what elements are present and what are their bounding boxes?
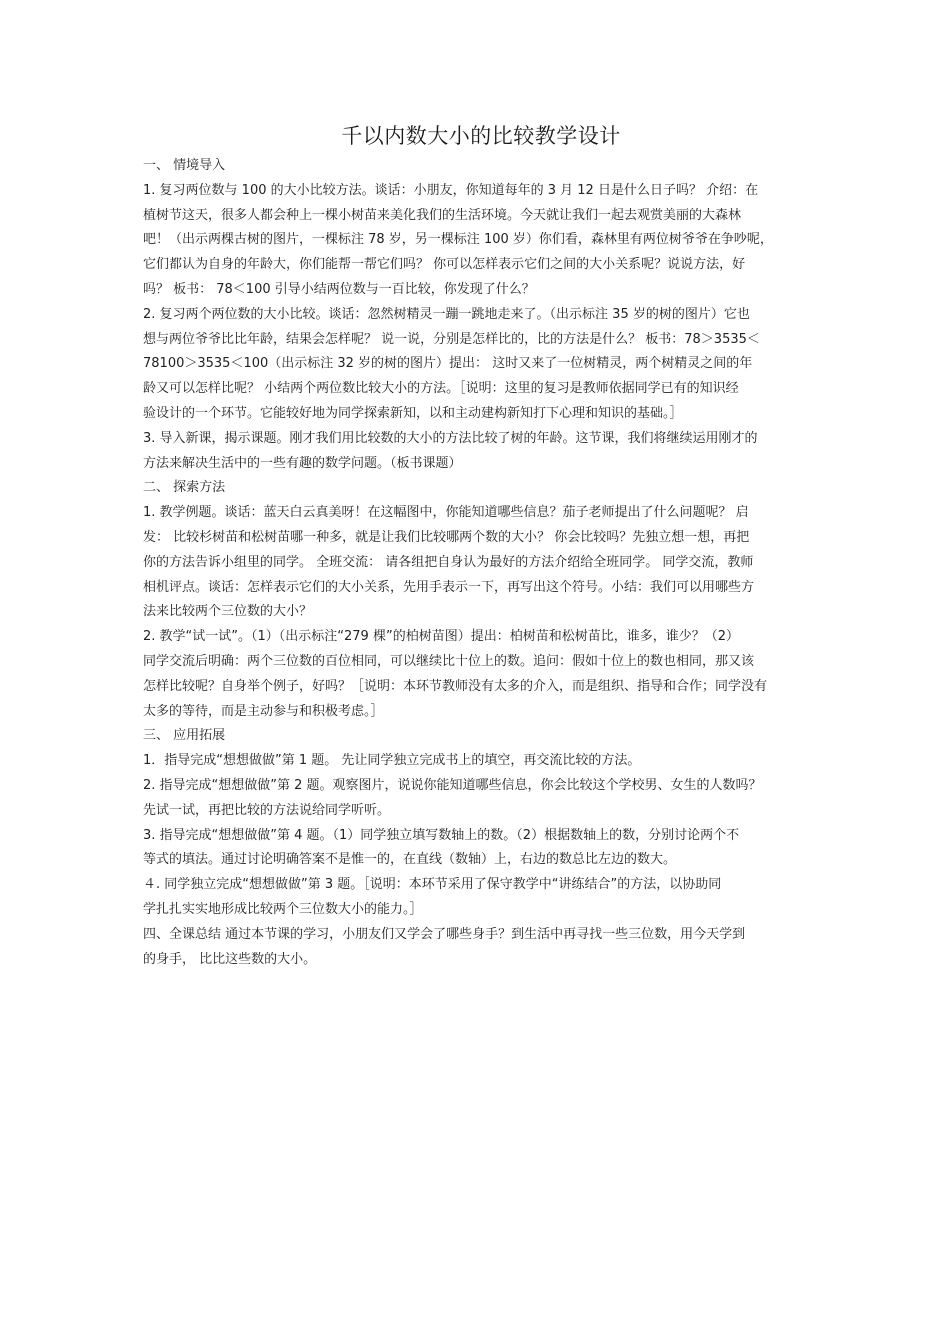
text-line: 先试一试，再把比较的方法说给同学听听。 <box>143 802 391 818</box>
section-2 <box>143 476 819 724</box>
text-line: 学扎扎实实地形成比较两个三位数大小的能力。］ <box>143 901 423 917</box>
text-line: 验设计的一个环节。它能较好地为同学探索新知，以和主动建构新知打下心理和知识的基础。］ <box>143 405 683 421</box>
text-line: ４. 同学独立完成“想想做做”第 3 题。［说明：本环节采用了保守教学中“讲练结合”的方法，以协助同 <box>143 877 722 893</box>
text-line: 吗？ 板书： 78＜100 引导小结两位数与一百比较，你发现了什么？ <box>143 281 535 297</box>
text-line: 发： 比较杉树苗和松树苗哪一种多，就是让我们比较哪两个数的大小？ 你会比较吗？先独立想一想，再把 <box>143 529 750 545</box>
text-line: 相机评点。谈话：怎样表示它们的大小关系，先用手表示一下，再写出这个符号。小结：我们可以用哪些方 <box>143 579 755 595</box>
paragraph <box>143 427 819 477</box>
text-line: 它们都认为自身的年龄大，你们能帮一帮它们吗？ 你可以怎样表示它们之间的大小关系呢？说说方法，好 <box>143 257 746 273</box>
text-line: 3. 指导完成“想想做做”第 4 题。（1）同学独立填写数轴上的数。（2）根据数轴上的数，分别讨论两个不 <box>143 827 740 843</box>
text-line: 1．指导完成“想想做做”第 1 题。 先让同学独立完成书上的填空，再交流比较的方法。 <box>143 753 641 769</box>
text-line: 方法来解决生活中的一些有趣的数学问题。（板书课题） <box>143 455 462 471</box>
paragraph <box>143 501 819 625</box>
text-line: 龄又可以怎样比呢？ 小结两个两位数比较大小的方法。［说明：这里的复习是教师依据同学已有的知识经 <box>143 381 739 397</box>
paragraph <box>143 625 819 724</box>
text-line: 太多的等待，而是主动参与和积极考虑。］ <box>143 703 384 719</box>
document-title: 千以内数大小的比较教学设计 <box>341 124 621 148</box>
text-line: 等式的填法。通过讨论明确答案不是惟一的，在直线（数轴）上，右边的数总比左边的数大。 <box>143 852 677 868</box>
text-line: 2. 指导完成“想想做做”第 2 题。观察图片，说说你能知道哪些信息，你会比较这个学校男、女生的人数吗？ <box>143 777 762 793</box>
text-line: 的身手， 比比这些数的大小。 <box>143 951 317 967</box>
document-page <box>143 118 819 972</box>
text-line: 1. 复习两位数与 100 的大小比较方法。谈话：小朋友，你知道每年的 3 月 12 日是什么日子吗？ 介绍：在 <box>143 182 759 198</box>
section-3 <box>143 724 819 972</box>
section-heading: 二、 探索方法 <box>143 480 226 496</box>
section-1 <box>143 154 819 476</box>
text-line: 四、全课总结 通过本节课的学习，小朋友们又学会了哪些身手？到生活中再寻找一些三位数，用今天学到 <box>143 926 746 942</box>
paragraph <box>143 923 819 973</box>
text-line: 3. 导入新课，揭示课题。刚才我们用比较数的大小的方法比较了树的年龄。这节课，我们将继续运用刚才的 <box>143 430 758 446</box>
paragraph <box>143 179 819 303</box>
text-line: 2. 复习两个两位数的大小比较。谈话：忽然树精灵一蹦一跳地走来了。（出示标注 35 岁的树的图片）它也 <box>143 306 750 322</box>
text-line: 吧！（出示两棵古树的图片，一棵标注 78 岁，另一棵标注 100 岁）你们看，森林里有两位树爷爷在争吵呢， <box>143 232 773 248</box>
paragraph <box>143 749 819 774</box>
text-line: 同学交流后明确：两个三位数的百位相同，可以继续比十位上的数。追问：假如十位上的数也相同，那又该 <box>143 653 755 669</box>
paragraph <box>143 774 819 824</box>
text-line: 法来比较两个三位数的大小？ <box>143 604 313 620</box>
text-line: 78100＞3535＜100（出示标注 32 岁的树的图片）提出： 这时又来了一位树精灵，两个树精灵之间的年 <box>143 356 753 372</box>
paragraph <box>143 873 819 923</box>
text-line: 你的方法告诉小组里的同学。 全班交流： 请各组把自身认为最好的方法介绍给全班同学。 同学交流，教师 <box>143 554 754 570</box>
section-heading: 一、 情境导入 <box>143 158 226 173</box>
text-line: 怎样比较呢？自身举个例子，好吗？［说明：本环节教师没有太多的介入，而是组织、指导和合作；同学没有 <box>143 678 768 694</box>
section-heading: 三、 应用拓展 <box>143 728 226 744</box>
text-line: 1. 教学例题。谈话：蓝天白云真美呀！在这幅图中，你能知道哪些信息？茄子老师提出了什么问题呢？ 启 <box>143 505 749 521</box>
text-line: 想与两位爷爷比比年龄，结果会怎样呢？ 说一说，分别是怎样比的，比的方法是什么？ 板书：78＞3535＜ <box>143 331 760 347</box>
paragraph <box>143 303 819 427</box>
paragraph <box>143 824 819 874</box>
text-line: 植树节这天，很多人都会种上一棵小树苗来美化我们的生活环境。今天就让我们一起去观赏美丽的大森林 <box>143 207 742 223</box>
text-line: 2. 教学“试一试”。（1）（出示标注“279 棵”的柏树苗图）提出：柏树苗和松树苗比，谁多，谁少？（2） <box>143 629 739 645</box>
